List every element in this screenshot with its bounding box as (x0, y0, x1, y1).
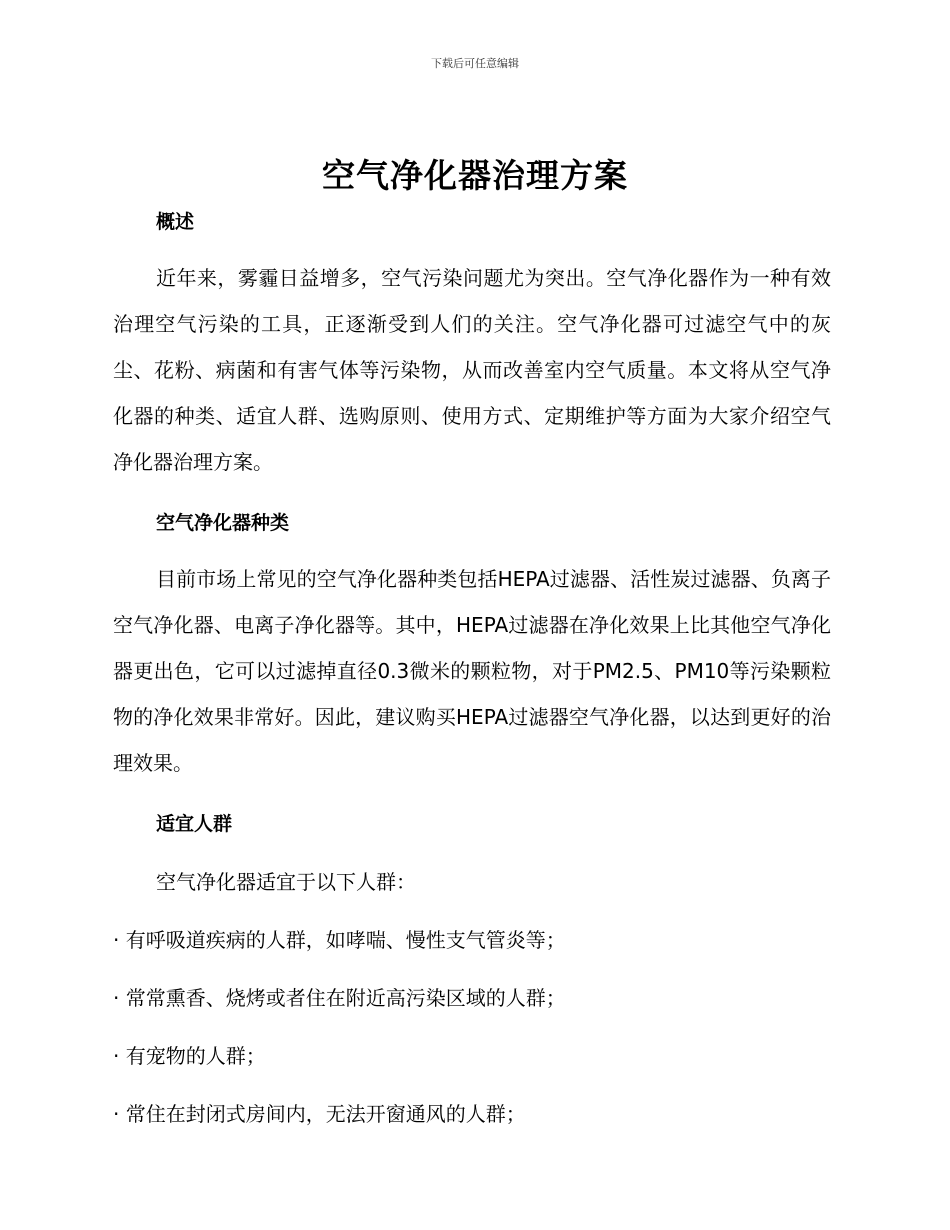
list-item: · 有呼吸道疾病的人群，如哮喘、慢性支气管炎等； (113, 928, 566, 952)
section-heading-types: 空气净化器种类 (156, 512, 290, 534)
list-item: · 常住在封闭式房间内，无法开窗通风的人群； (113, 1102, 526, 1126)
list-item: · 有宠物的人群； (113, 1044, 266, 1068)
document-title: 空气净化器治理方案 (322, 156, 628, 195)
list-item: · 常常熏香、烧烤或者住在附近高污染区域的人群； (113, 986, 566, 1010)
section-heading-suitable-people: 适宜人群 (156, 813, 233, 835)
overview-paragraph: 近年来，雾霾日益增多，空气污染问题尤为突出。空气净化器作为一种有效治理空气污染的工具，正逐渐受到人们的关注。空气净化器可过滤空气中的灰尘、花粉、病菌和有害气体等污染物，从而改善室内空气质量。本文将从空气净化器的种类、适宜人群、选购原则、使用方式、定期维护等方面为大家介绍空气净化器治理方案。 (113, 266, 831, 474)
page-header-note: 下载后可任意编辑 (431, 57, 519, 70)
suitable-people-intro: 空气净化器适宜于以下人群： (156, 870, 416, 894)
document-body (113, 207, 831, 1129)
types-paragraph: 目前市场上常见的空气净化器种类包括HEPA过滤器、活性炭过滤器、负离子空气净化器、电离子净化器等。其中，HEPA过滤器在净化效果上比其他空气净化器更出色，它可以过滤掉直径0.3微米的颗粒物，对于PM2.5、PM10等污染颗粒物的净化效果非常好。因此，建议购买HEPA过滤器空气净化器，以达到更好的治理效果。 (113, 567, 831, 775)
section-heading-overview: 概述 (156, 211, 195, 233)
